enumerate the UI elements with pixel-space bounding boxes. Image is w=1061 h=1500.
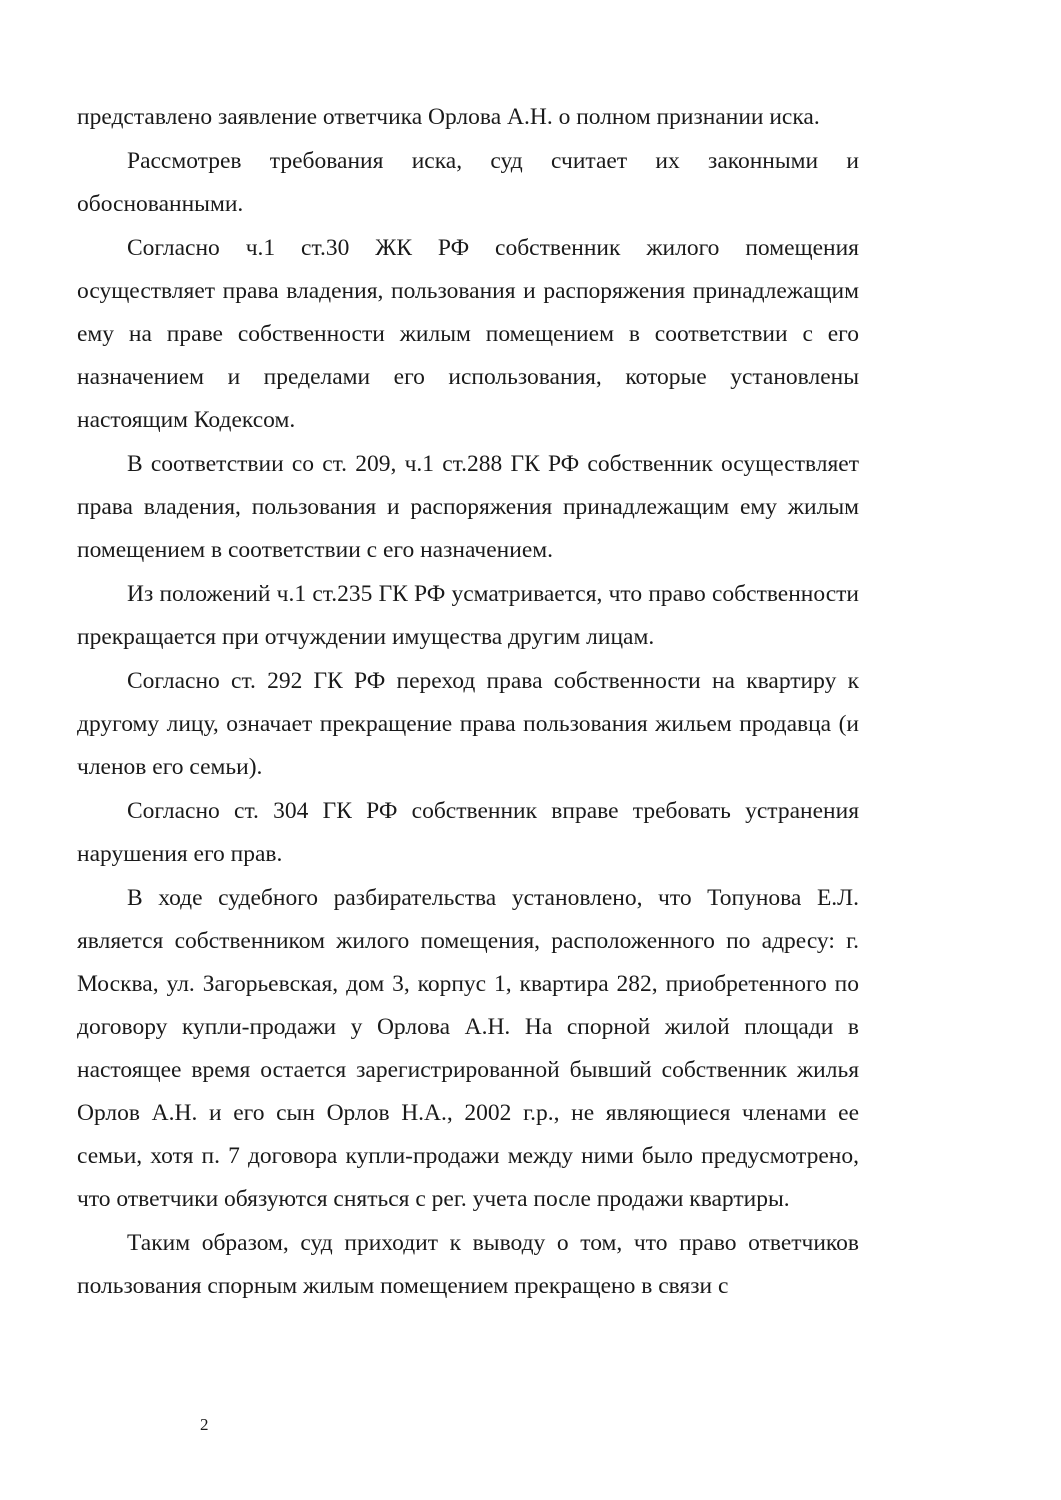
- page-number: 2: [200, 1415, 209, 1434]
- paragraph-gk-article-209-288: В соответствии со ст. 209, ч.1 ст.288 ГК РФ собственник осуществляет права владения, пользования и распоряжения принадлежащим ему жилым помещением в соответствии с его назначением.: [77, 451, 859, 563]
- document-body: [77, 96, 859, 1309]
- paragraph-zhk-article-30: Согласно ч.1 ст.30 ЖК РФ собственник жилого помещения осуществляет права владения, пользования и распоряжения принадлежащим ему на праве собственности жилым помещением в соответствии с его назначением и пределами его использования, которые установлены настоящим Кодексом.: [77, 235, 859, 433]
- paragraph-conclusion: Таким образом, суд приходит к выводу о том, что право ответчиков пользования спорным жилым помещением прекращено в связи с: [77, 1230, 859, 1299]
- paragraph-continuation: представлено заявление ответчика Орлова А.Н. о полном признании иска.: [77, 104, 820, 130]
- paragraph-gk-article-235: Из положений ч.1 ст.235 ГК РФ усматривается, что право собственности прекращается при отчуждении имущества другим лицам.: [77, 581, 859, 650]
- paragraph-findings: В ходе судебного разбирательства установлено, что Топунова Е.Л. является собственником жилого помещения, расположенного по адресу: г. Москва, ул. Загорьевская, дом 3, корпус 1, квартира 282, приобретенного по договору купли-продажи у Орлова А.Н. На спорной жилой площади в настоящее время остается зарегистрированной бывший собственник жилья Орлов А.Н. и его сын Орлов Н.А., 2002 г.р., не являющиеся членами ее семьи, хотя п. 7 договора купли-продажи между ними было предусмотрено, что ответчики обязуются сняться с рег. учета после продажи квартиры.: [77, 885, 859, 1212]
- paragraph-court-review: Рассмотрев требования иска, суд считает их законными и обоснованными.: [77, 148, 859, 217]
- paragraph-gk-article-304: Согласно ст. 304 ГК РФ собственник вправе требовать устранения нарушения его прав.: [77, 798, 859, 867]
- paragraph-gk-article-292: Согласно ст. 292 ГК РФ переход права собственности на квартиру к другому лицу, означает прекращение права пользования жильем продавца (и членов его семьи).: [77, 668, 859, 780]
